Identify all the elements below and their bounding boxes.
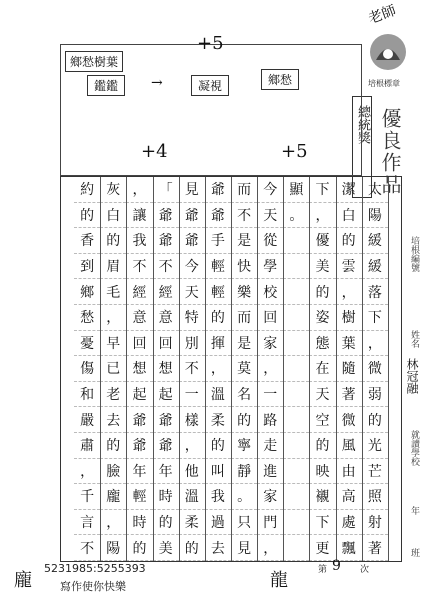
grid-cell: 態 — [309, 331, 335, 357]
grid-cell: 輕 — [205, 279, 231, 305]
grid-cell: 的 — [100, 433, 126, 459]
grid-cell: 肅 — [74, 433, 100, 459]
grid-cell: 老 — [100, 382, 126, 408]
grid-cell: 龐 — [100, 484, 126, 510]
label-class: 班 — [409, 548, 419, 557]
grid-cell: 不 — [231, 203, 257, 229]
grid-cell: 從 — [257, 228, 283, 254]
writing-grid — [60, 176, 402, 562]
grid-cell: 顯 — [283, 177, 309, 203]
grid-column — [153, 177, 180, 561]
grid-cell: 今 — [179, 254, 205, 280]
grid-cell: 香 — [74, 228, 100, 254]
grid-cell: 的 — [153, 510, 179, 536]
grid-cell: 下 — [309, 177, 335, 203]
grid-cell: 太 — [362, 177, 388, 203]
grid-cell: 在 — [309, 356, 335, 382]
grid-cell: 進 — [257, 459, 283, 485]
grid-cell: 下 — [309, 510, 335, 536]
label-bacon-no: 培根編號 — [409, 236, 419, 272]
grid-cell: 我 — [205, 484, 231, 510]
grid-cell: 爺 — [153, 228, 179, 254]
grid-cell: 毛 — [100, 279, 126, 305]
grid-cell: 千 — [74, 484, 100, 510]
grid-cell: 而 — [231, 177, 257, 203]
grid-cell: 而 — [231, 305, 257, 331]
grid-cell: 美 — [309, 254, 335, 280]
grid-cell: 雲 — [336, 254, 362, 280]
grid-cell: 爺 — [205, 203, 231, 229]
grid-cell: 一 — [179, 382, 205, 408]
page-number: 9 — [332, 558, 341, 574]
grid-cell: 下 — [362, 305, 388, 331]
grid-cell: 的 — [179, 535, 205, 561]
note-word-2: 凝視 — [191, 75, 229, 96]
grid-cell: 柔 — [179, 510, 205, 536]
grid-cell: 落 — [362, 279, 388, 305]
grid-cell: ， — [126, 177, 152, 203]
grid-cell: 意 — [153, 305, 179, 331]
grid-cell: 經 — [153, 279, 179, 305]
footer-code: 5231985:5255393 — [44, 562, 146, 575]
grid-cell: 叫 — [205, 459, 231, 485]
grid-cell: 葉 — [336, 331, 362, 357]
grid-cell: 更 — [309, 535, 335, 561]
grid-cell: 的 — [126, 535, 152, 561]
grid-cell: 柔 — [205, 407, 231, 433]
grid-cell: 襯 — [309, 484, 335, 510]
page-total: 次 — [360, 565, 370, 575]
teacher-comment-box — [60, 33, 362, 176]
grid-cell: 校 — [257, 279, 283, 305]
grid-cell: 到 — [74, 254, 100, 280]
grid-cell: 手 — [205, 228, 231, 254]
grid-cell: 爺 — [153, 407, 179, 433]
grid-cell — [283, 459, 309, 485]
grid-cell: 今 — [257, 177, 283, 203]
student-name: 林冠融 — [405, 358, 419, 394]
grid-cell: 「 — [153, 177, 179, 203]
grid-cell: 憂 — [74, 331, 100, 357]
grid-column — [74, 177, 101, 561]
grid-cell: 回 — [126, 331, 152, 357]
grid-cell: ， — [362, 331, 388, 357]
grid-cell: 只 — [231, 510, 257, 536]
grid-cell: 靜 — [231, 459, 257, 485]
grid-cell: 回 — [257, 305, 283, 331]
teacher-note: 老師 — [366, 2, 399, 28]
grid-cell: 不 — [126, 254, 152, 280]
grid-cell — [283, 407, 309, 433]
footer-slogan: 寫作使你快樂 — [60, 580, 126, 593]
note-arrow: → — [151, 75, 163, 91]
label-name: 姓名 — [409, 330, 419, 348]
grid-cell: ， — [179, 433, 205, 459]
grid-cell: ， — [100, 510, 126, 536]
grid-cell: 潔 — [336, 177, 362, 203]
grid-cell: 爺 — [126, 407, 152, 433]
grid-cell: 不 — [179, 356, 205, 382]
grid-cell: 的 — [309, 279, 335, 305]
grid-cell: 不 — [74, 535, 100, 561]
grid-cell: 過 — [205, 510, 231, 536]
grid-cell: 已 — [100, 356, 126, 382]
grid-cell: 溫 — [205, 382, 231, 408]
grid-cell — [283, 382, 309, 408]
grid-cell: 經 — [126, 279, 152, 305]
grid-cell — [283, 305, 309, 331]
grid-cell: 輕 — [205, 254, 231, 280]
grid-cell: 芒 — [362, 459, 388, 485]
grid-column — [257, 177, 284, 561]
grid-cell: ， — [257, 356, 283, 382]
grid-cell: 我 — [126, 228, 152, 254]
grid-cell — [283, 510, 309, 536]
grid-cell: 傷 — [74, 356, 100, 382]
grid-cell: 隨 — [336, 356, 362, 382]
grid-cell: 約 — [74, 177, 100, 203]
grid-cell: 不 — [153, 254, 179, 280]
grid-cell: 白 — [336, 203, 362, 229]
grid-cell: 射 — [362, 510, 388, 536]
grid-cell: 想 — [126, 356, 152, 382]
grid-cell: 意 — [126, 305, 152, 331]
grid-cell: ， — [205, 356, 231, 382]
grid-cell — [283, 279, 309, 305]
grid-cell: 回 — [153, 331, 179, 357]
grid-cell: 的 — [100, 228, 126, 254]
grid-cell: 映 — [309, 459, 335, 485]
grid-column — [231, 177, 258, 561]
grid-cell: 。 — [283, 203, 309, 229]
grid-cell: 爺 — [179, 203, 205, 229]
grid-cell: 姿 — [309, 305, 335, 331]
grid-cell: 是 — [231, 331, 257, 357]
grid-cell: 眉 — [100, 254, 126, 280]
label-grade: 年 — [409, 506, 419, 515]
grid-cell: 嚴 — [74, 407, 100, 433]
note-word-1: 鑑鑑 — [87, 75, 125, 96]
grid-cell: 灰 — [100, 177, 126, 203]
grid-column — [309, 177, 336, 561]
grid-cell: 起 — [153, 382, 179, 408]
grid-cell: 去 — [100, 407, 126, 433]
grid-cell: 溫 — [179, 484, 205, 510]
grid-cell: 起 — [126, 382, 152, 408]
grid-cell: 名 — [231, 382, 257, 408]
note-word-3: 鄉愁 — [261, 69, 299, 90]
grid-cell: ， — [309, 203, 335, 229]
award-stamp: 總統獎 — [352, 96, 372, 198]
grid-cell: 天 — [257, 203, 283, 229]
grid-cell: 特 — [179, 305, 205, 331]
seal-icon — [366, 30, 410, 74]
grid-cell: 樂 — [231, 279, 257, 305]
grid-cell: 輕 — [126, 484, 152, 510]
grid-cell: 處 — [336, 510, 362, 536]
grid-cell: 是 — [231, 228, 257, 254]
grid-cell: 他 — [179, 459, 205, 485]
grid-cell: 和 — [74, 382, 100, 408]
grid-column — [100, 177, 127, 561]
grid-cell: 照 — [362, 484, 388, 510]
grid-cell: 時 — [126, 510, 152, 536]
score-mark-2: +4 — [141, 141, 168, 162]
grid-cell: 微 — [362, 356, 388, 382]
grid-cell: 臉 — [100, 459, 126, 485]
grid-cell: 讓 — [126, 203, 152, 229]
label-school: 就讀學校 — [409, 430, 419, 466]
grid-cell: 爺 — [153, 203, 179, 229]
grid-cell: 家 — [257, 484, 283, 510]
score-mark-1: +5 — [197, 33, 224, 54]
grid-cell: 優 — [309, 228, 335, 254]
grid-cell: 緩 — [362, 254, 388, 280]
grid-column — [336, 177, 363, 561]
grid-cell: 空 — [309, 407, 335, 433]
grid-cell: 想 — [153, 356, 179, 382]
grid-cell: 走 — [257, 433, 283, 459]
grid-cell: 的 — [336, 228, 362, 254]
grid-cell: 門 — [257, 510, 283, 536]
grid-cell: ， — [74, 459, 100, 485]
score-mark-3: +5 — [281, 141, 308, 162]
grid-cell: 揮 — [205, 331, 231, 357]
grid-cell: 的 — [309, 433, 335, 459]
grid-cell — [283, 356, 309, 382]
grid-cell: ， — [257, 535, 283, 561]
grid-cell: 由 — [336, 459, 362, 485]
grid-cell: 一 — [257, 382, 283, 408]
grid-cell: 早 — [100, 331, 126, 357]
grid-cell — [283, 535, 309, 561]
footer-left-mark: 龐 — [14, 570, 32, 591]
grid-cell: 爺 — [179, 228, 205, 254]
grid-cell: 天 — [179, 279, 205, 305]
grid-cell: 的 — [74, 203, 100, 229]
page-label: 第 — [318, 565, 328, 575]
badge-caption: 培根標章 — [368, 79, 400, 88]
grid-cell: 天 — [309, 382, 335, 408]
grid-cell: ， — [336, 279, 362, 305]
grid-cell: 弱 — [362, 382, 388, 408]
grid-cell: 風 — [336, 433, 362, 459]
grid-cell: 的 — [231, 407, 257, 433]
grid-cell: 爺 — [126, 433, 152, 459]
grid-cell: 著 — [336, 382, 362, 408]
grid-cell: 鄉 — [74, 279, 100, 305]
grid-cell: 言 — [74, 510, 100, 536]
grid-cell: 白 — [100, 203, 126, 229]
grid-cell: 的 — [205, 433, 231, 459]
grid-cell: 樣 — [179, 407, 205, 433]
grid-cell: 路 — [257, 407, 283, 433]
grid-cell — [283, 484, 309, 510]
grid-cell: 的 — [362, 407, 388, 433]
grid-cell: 緩 — [362, 228, 388, 254]
footer-right-mark: 龍 — [270, 570, 288, 591]
grid-cell — [283, 254, 309, 280]
grid-cell: 家 — [257, 331, 283, 357]
grid-cell: 見 — [231, 535, 257, 561]
grid-cell: 別 — [179, 331, 205, 357]
grid-cell: 去 — [205, 535, 231, 561]
grid-cell: 微 — [336, 407, 362, 433]
grid-column — [205, 177, 232, 561]
grid-cell: 光 — [362, 433, 388, 459]
grid-cell — [283, 228, 309, 254]
badge-seal — [366, 30, 410, 74]
grid-column — [283, 177, 310, 561]
grid-column — [362, 177, 389, 561]
grid-cell: 快 — [231, 254, 257, 280]
grid-cell: 學 — [257, 254, 283, 280]
grid-cell: 。 — [231, 484, 257, 510]
grid-column — [126, 177, 153, 561]
grid-cell: ， — [100, 305, 126, 331]
grid-cell: 爺 — [205, 177, 231, 203]
grid-cell: 爺 — [153, 433, 179, 459]
grid-cell: 莫 — [231, 356, 257, 382]
grid-column — [179, 177, 206, 561]
grid-cell: 陽 — [362, 203, 388, 229]
grid-cell — [283, 331, 309, 357]
grid-cell: 陽 — [100, 535, 126, 561]
grid-cell: 時 — [153, 484, 179, 510]
grid-cell: 年 — [126, 459, 152, 485]
grid-cell: 飄 — [336, 535, 362, 561]
grid-cell: 著 — [362, 535, 388, 561]
grid-cell: 高 — [336, 484, 362, 510]
grid-cell: 美 — [153, 535, 179, 561]
grid-cell: 寧 — [231, 433, 257, 459]
grid-cell — [283, 433, 309, 459]
grid-cell: 的 — [205, 305, 231, 331]
note-phrase: 鄉愁樹葉 — [65, 51, 123, 72]
grid-cell: 見 — [179, 177, 205, 203]
grid-cell: 愁 — [74, 305, 100, 331]
award-title: 優良作品 — [378, 108, 402, 196]
grid-cell: 年 — [153, 459, 179, 485]
grid-cell: 樹 — [336, 305, 362, 331]
